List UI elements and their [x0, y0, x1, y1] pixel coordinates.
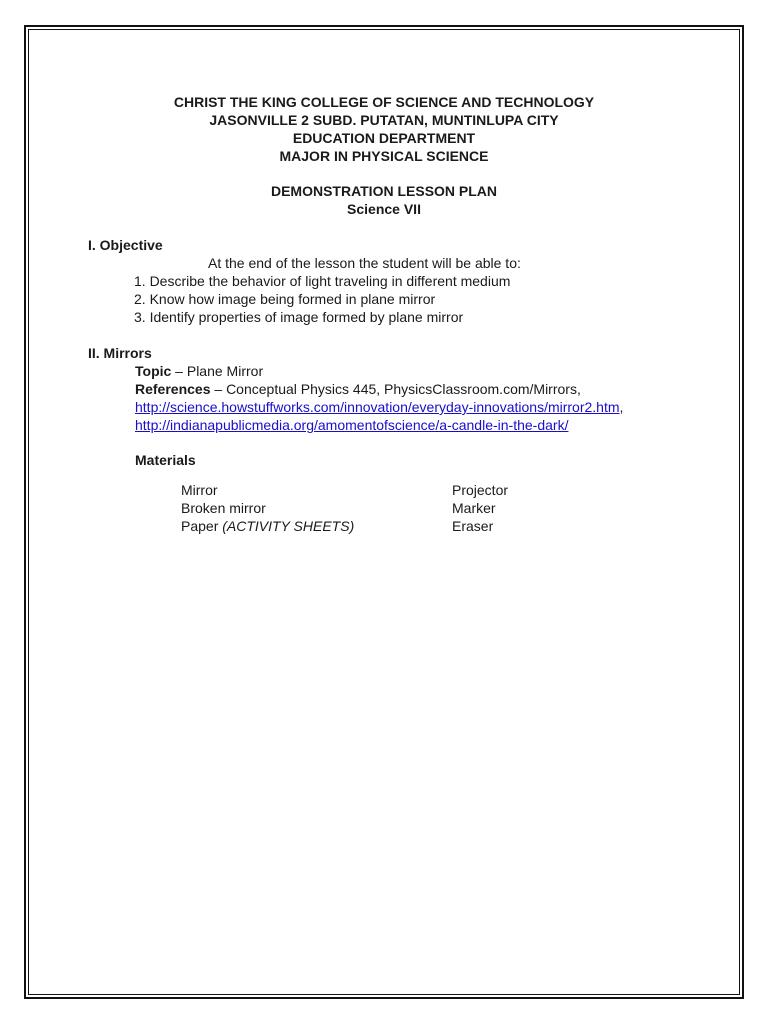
material-item: Broken mirror — [181, 500, 266, 516]
material-paper-note: (ACTIVITY SHEETS) — [222, 518, 355, 534]
material-item: Eraser — [452, 518, 494, 534]
references-value: – Conceptual Physics 445, PhysicsClassroom.com/Mirrors, — [210, 381, 581, 397]
topic-line — [88, 362, 688, 380]
materials-list — [88, 481, 688, 535]
objective-item: 1. Describe the behavior of light traveling in different medium — [134, 273, 511, 289]
header-college-name: CHRIST THE KING COLLEGE OF SCIENCE AND TECHNOLOGY — [173, 94, 595, 110]
material-item: Mirror — [181, 482, 218, 498]
lesson-plan-subject: Science VII — [347, 201, 421, 217]
material-item: Projector — [452, 482, 509, 498]
objective-item: 2. Know how image being formed in plane mirror — [134, 291, 436, 307]
references-label: References — [135, 381, 211, 397]
material-paper-label: Paper — [181, 518, 223, 534]
reference-link-line-2 — [88, 416, 688, 434]
references-line — [88, 380, 688, 398]
reference-link-howstuffworks[interactable]: http://science.howstuffworks.com/innovation/everyday-innovations/mirror2.htm — [135, 399, 620, 415]
objective-item: 3. Identify properties of image formed by plane mirror — [134, 309, 464, 325]
objective-intro: At the end of the lesson the student will be able to: — [208, 255, 521, 271]
reference-link-indianapublicmedia[interactable]: http://indianapublicmedia.org/amomentofscience/a-candle-in-the-dark/ — [135, 417, 569, 433]
reference-link-separator: , — [619, 399, 624, 415]
mirrors-heading: II. Mirrors — [88, 345, 152, 361]
reference-link-line-1 — [88, 398, 688, 416]
objective-heading: I. Objective — [88, 237, 163, 253]
topic-label: Topic — [135, 363, 172, 379]
header-major: MAJOR IN PHYSICAL SCIENCE — [279, 148, 489, 164]
lesson-title-block — [0, 182, 768, 218]
document-header — [0, 93, 768, 165]
document-body — [88, 236, 688, 535]
material-item: Marker — [452, 500, 496, 516]
lesson-plan-title: DEMONSTRATION LESSON PLAN — [270, 183, 498, 199]
materials-heading: Materials — [135, 452, 196, 468]
material-item — [181, 517, 452, 535]
topic-value: – Plane Mirror — [171, 363, 264, 379]
header-department: EDUCATION DEPARTMENT — [292, 130, 476, 146]
header-address: JASONVILLE 2 SUBD. PUTATAN, MUNTINLUPA CITY — [209, 112, 559, 128]
objective-list — [88, 272, 688, 326]
